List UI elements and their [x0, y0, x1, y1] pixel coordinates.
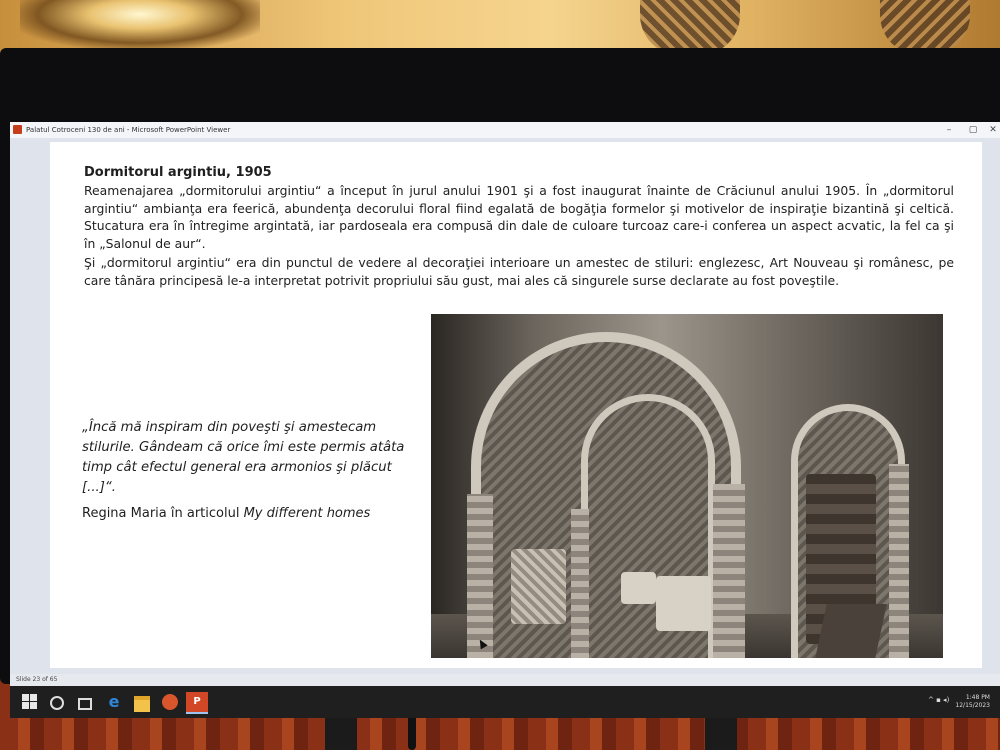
photo-rug — [815, 604, 886, 658]
photo-column — [571, 509, 589, 658]
chandelier — [20, 0, 260, 48]
powerpoint-app-icon — [13, 125, 22, 134]
clock[interactable] — [928, 694, 990, 710]
close-button[interactable]: ✕ — [989, 125, 997, 135]
taskbar — [10, 686, 1000, 718]
clock-time: 1:48 PM — [965, 694, 990, 701]
app-icon[interactable] — [162, 694, 178, 710]
slide-heading: Dormitorul argintiu, 1905 — [84, 165, 272, 180]
clock-date: 12/15/2023 — [955, 702, 990, 709]
window-title: Palatul Cotroceni 130 de ani - Microsoft PowerPoint Viewer — [26, 126, 231, 134]
slide-paragraph: Şi „dormitorul argintiu“ era din punctul de vedere al decoraţiei interioare un amestec de stiluri: englezesc, Art Nouveau şi românesc, pe care tânăra principesă le-a interpretat potrivit propriului său gust, mai ales că singurele surse declarate au fost poveştile. — [84, 255, 954, 288]
monitor — [0, 48, 1000, 711]
task-view-icon[interactable] — [78, 698, 92, 710]
quote-source-title: My different homes — [243, 506, 371, 521]
quote-text: „Încă mă inspiram din poveşti şi amestecam stilurile. Gândeam că orice îmi este permis atâta timp cât efectul general era armonios şi plăcut [...]“. — [82, 420, 405, 495]
slide — [50, 142, 982, 668]
slide-counter: Slide 23 of 65 — [16, 676, 58, 683]
edge-browser-icon[interactable]: e — [108, 692, 120, 711]
bedroom-photograph — [431, 314, 943, 658]
file-explorer-icon[interactable] — [134, 696, 150, 712]
quote-source-prefix: Regina Maria în articolul — [82, 506, 244, 521]
photo-armchair — [511, 549, 566, 624]
window-titlebar — [10, 122, 1000, 138]
maximize-button[interactable]: ▢ — [968, 125, 978, 135]
photo-column — [889, 464, 909, 658]
photo-column — [713, 484, 745, 658]
statusbar — [10, 674, 1000, 686]
photo-armchair — [656, 576, 711, 631]
slide-paragraph: Reamenajarea „dormitorului argintiu“ a început în jurul anului 1901 şi a fost inaugurat înainte de Crăciunul anului 1905. În „dormitorul argintiu“ ambianţa era feerică, abundenţa decorului floral fiind egalată de bogăţia formelor şi motivelor de inspiraţie bizantină şi celtică. Stucatura era în întregime argintată, iar pardoseala era compusă din dale de culoare turcoaz care-i conferea un aspect acvatic, la fel ca şi în „Salonul de aur“. — [84, 183, 954, 251]
photo-armchair — [621, 572, 656, 604]
powerpoint-taskbar-icon[interactable]: P — [186, 692, 208, 714]
windows-start-icon[interactable] — [22, 694, 38, 710]
system-tray-icons[interactable]: ^ ▪ ◂) — [928, 696, 950, 704]
minimize-button[interactable]: – — [946, 125, 952, 135]
quote-source — [82, 506, 370, 521]
photo-column — [467, 494, 493, 658]
search-icon[interactable] — [50, 696, 64, 710]
screen — [10, 122, 1000, 718]
